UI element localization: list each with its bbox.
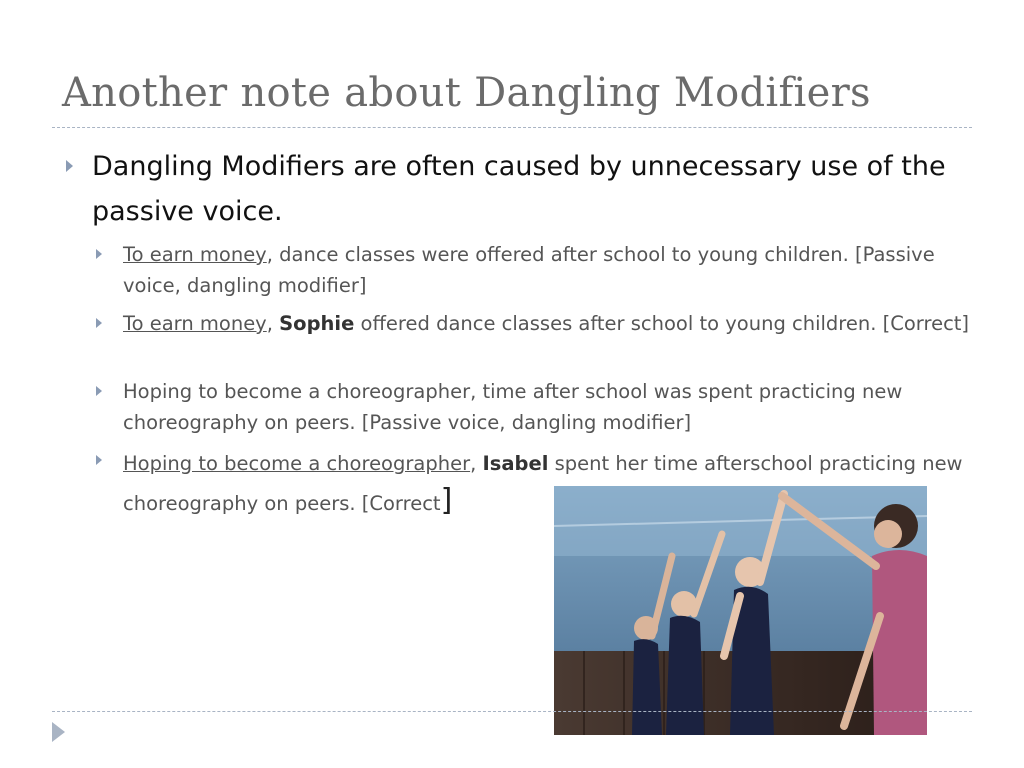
example-1 — [123, 239, 973, 301]
sub-bullet-arrow-icon — [96, 318, 102, 328]
example-text: Hoping to become a choreographer, time after school was spent practicing new choreography on peers. [Passive voice, dangling modifier] — [123, 380, 903, 434]
sub-bullet-arrow-icon — [96, 249, 102, 259]
separator: , — [470, 452, 483, 475]
subject: Sophie — [279, 312, 355, 335]
bullet-arrow-icon — [66, 160, 73, 172]
modifier-phrase: To earn money — [123, 312, 267, 335]
example-text: dance classes were offered after school to young children. [Passive voice, dangling modifier] — [123, 243, 935, 297]
sub-bullet-arrow-icon — [96, 386, 102, 396]
footer-divider — [52, 711, 972, 712]
modifier-phrase: Hoping to become a choreographer — [123, 452, 471, 475]
sub-bullet-arrow-icon — [96, 455, 102, 465]
slide-title: Another note about Dangling Modifiers — [62, 70, 871, 116]
example-2 — [123, 308, 973, 339]
example-text: offered dance classes after school to young children. [Correct] — [354, 312, 970, 335]
slide-corner-arrow-icon — [52, 722, 65, 742]
closing-bracket: ] — [440, 483, 453, 518]
main-bullet-text: Dangling Modifiers are often caused by unnecessary use of the passive voice. — [92, 151, 946, 227]
example-3 — [123, 376, 973, 438]
title-divider — [52, 127, 972, 128]
example-text: spent her time afterschool practicing new choreography on peers. [Correct — [123, 452, 963, 515]
separator: , — [266, 243, 280, 266]
subject: Isabel — [482, 452, 549, 475]
modifier-phrase: To earn money — [123, 243, 267, 266]
separator: , — [266, 312, 280, 335]
dance-class-photo — [554, 486, 927, 735]
